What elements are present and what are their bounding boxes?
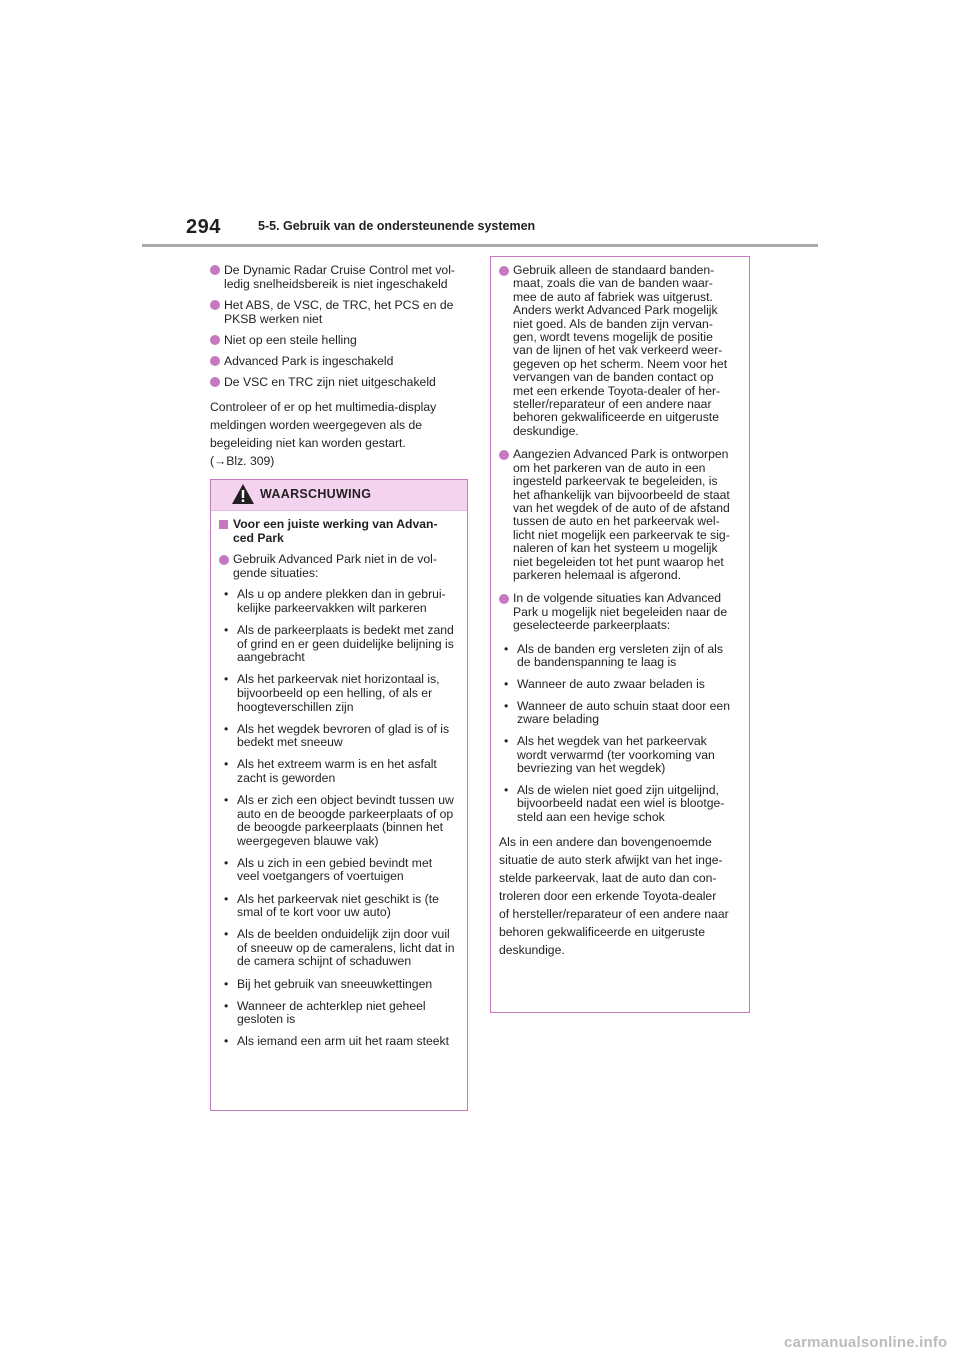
- list-item: [210, 375, 468, 389]
- text-line: bijvoorbeeld nadat een wiel is blootge-: [517, 796, 725, 811]
- text-line: maat, zoals die van de banden waar-: [513, 276, 713, 291]
- text-line: van het wegdek of de auto of de afstand: [513, 500, 730, 515]
- text-line: of sneeuw op de cameralens, licht dat in: [237, 940, 455, 955]
- list-item-text: [224, 298, 468, 326]
- list-item-text: [237, 857, 459, 884]
- list-item: [210, 354, 468, 368]
- list-item-text: [224, 375, 468, 389]
- list-item-text: [224, 354, 468, 368]
- list-item-text: [517, 735, 741, 775]
- text-line: troleren door een erkende Toyota-dealer: [499, 888, 717, 903]
- text-line: Controleer of er op het multimedia-display: [210, 400, 437, 414]
- text-line: PKSB werken niet: [224, 312, 323, 326]
- text-line: het afhankelijk van bijvoorbeeld de staat: [513, 487, 730, 502]
- text-line: ingesteld parkeervak te begeleiden, is: [513, 474, 718, 489]
- text-line: behoren gekwalificeerde en uitgeruste: [513, 410, 719, 425]
- text-line: Voor een juiste werking van Advan-: [233, 517, 438, 531]
- info-body: [491, 257, 749, 959]
- text-line: om het parkeren van de auto in een: [513, 460, 706, 475]
- text-line: Als in een andere dan bovengenoemde: [499, 834, 712, 849]
- square-bullet-icon: [219, 520, 228, 529]
- warning-triangle-icon: [231, 483, 255, 505]
- list-item: [219, 758, 459, 785]
- text-line: (→Blz. 309): [210, 454, 275, 468]
- text-line: Wanneer de auto schuin staat door een: [517, 698, 730, 713]
- text-line: kelijke parkeervakken wilt parkeren: [237, 600, 427, 615]
- watermark: carmanualsonline.info: [784, 1334, 948, 1351]
- list-item: [210, 333, 468, 347]
- warning-intro-text: [233, 553, 459, 580]
- circle-bullet-icon: [499, 450, 509, 460]
- list-item-text: [237, 758, 459, 785]
- text-line: Het ABS, de VSC, de TRC, het PCS en de: [224, 298, 454, 312]
- dot-bullet-icon: •: [224, 672, 229, 687]
- text-line: Als de beelden onduidelijk zijn door vuil: [237, 927, 450, 942]
- text-line: Wanneer de auto zwaar beladen is: [517, 676, 705, 691]
- text-line: steld aan een hevige schok: [517, 809, 665, 824]
- text-line: ledig snelheidsbereik is niet ingeschakeld: [224, 277, 448, 291]
- text-line: Als er zich een object bevindt tussen uw: [237, 793, 454, 807]
- dot-bullet-icon: •: [224, 891, 229, 906]
- text-line: Als het parkeervak niet geschikt is (te: [237, 891, 439, 906]
- list-item: [499, 700, 741, 727]
- text-line: steller/reparateur of een andere naar: [513, 397, 712, 412]
- dot-bullet-icon: •: [224, 1034, 229, 1049]
- list-item: [219, 624, 459, 665]
- circle-bullet-icon: [499, 594, 509, 604]
- text-line: hoogteverschillen zijn: [237, 699, 354, 714]
- list-item-text: [517, 700, 741, 727]
- text-line: gesloten is: [237, 1012, 296, 1027]
- text-line: Gebruik Advanced Park niet in de vol-: [233, 552, 437, 567]
- text-line: ced Park: [233, 530, 284, 545]
- text-line: Bij het gebruik van sneeuwkettingen: [237, 976, 433, 991]
- text-line: deskundige.: [513, 423, 579, 438]
- text-line: de camera schijnt of schaduwen: [237, 954, 412, 969]
- list-item: [499, 678, 741, 691]
- text-line: stelde parkeervak, laat de auto dan con-: [499, 870, 717, 885]
- dot-bullet-icon: •: [224, 587, 229, 602]
- header-rule: [142, 244, 818, 247]
- text-line: parkeren helemaal is afgerond.: [513, 567, 682, 582]
- circle-bullet-icon: [210, 265, 220, 275]
- circle-bullet-icon: [210, 300, 220, 310]
- text-line: Als de parkeerplaats is bedekt met zand: [237, 623, 454, 638]
- dot-bullet-icon: •: [504, 698, 509, 713]
- text-line: auto en de beoogde parkeerplaats of op: [237, 806, 454, 821]
- list-item: [219, 1035, 459, 1049]
- text-line: gen, wordt tevens mogelijk de positie: [513, 330, 713, 345]
- list-item: [219, 588, 459, 615]
- page-number: 294: [186, 216, 221, 238]
- list-item: [219, 857, 459, 884]
- text-line: niet begeleiden tot het punt waarop het: [513, 554, 724, 569]
- dot-bullet-icon: •: [224, 998, 229, 1013]
- text-line: Als het parkeervak niet horizontaal is,: [237, 672, 440, 687]
- list-item-text: [224, 263, 468, 291]
- info-bullet-text: [513, 448, 741, 582]
- text-line: begeleiding niet kan worden gestart.: [210, 436, 406, 450]
- warning-body: [211, 511, 467, 1049]
- text-line: Als het extreem warm is en het asfalt: [237, 757, 437, 772]
- circle-bullet-icon: [210, 377, 220, 387]
- text-line: De VSC en TRC zijn niet uitgeschakeld: [224, 375, 436, 389]
- text-line: de bandenspanning te laag is: [517, 654, 677, 669]
- text-line: Als iemand een arm uit het raam steekt: [237, 1034, 450, 1049]
- dot-bullet-icon: •: [504, 734, 509, 749]
- text-line: of grind en er geen duidelijke belijning is: [237, 636, 454, 651]
- dot-bullet-icon: •: [224, 976, 229, 991]
- text-line: gende situaties:: [233, 565, 319, 580]
- list-item: [219, 928, 459, 969]
- info-closing-paragraph: [499, 833, 741, 959]
- info-bullet-text: [513, 592, 741, 632]
- text-line: Aangezien Advanced Park is ontworpen: [513, 447, 729, 462]
- list-item: [210, 298, 468, 326]
- list-item: [219, 1000, 459, 1027]
- text-line: Park u mogelijk niet begeleiden naar de: [513, 604, 728, 619]
- dot-bullet-icon: •: [224, 721, 229, 736]
- dot-bullet-icon: •: [504, 676, 509, 691]
- text-line: gegeven op het scherm. Neem voor het: [513, 356, 728, 371]
- warning-heading: [219, 518, 459, 545]
- dot-bullet-icon: •: [224, 793, 229, 807]
- text-line: Als u zich in een gebied bevindt met: [237, 855, 433, 870]
- text-line: In de volgende situaties kan Advanced: [513, 591, 722, 606]
- info-box: [490, 256, 750, 1013]
- list-item-text: [517, 784, 741, 824]
- warning-intro: [219, 553, 459, 580]
- text-line: bedekt met sneeuw: [237, 735, 343, 750]
- info-bullet-design: [499, 448, 741, 582]
- list-item-text: [237, 1035, 459, 1049]
- circle-bullet-icon: [210, 356, 220, 366]
- warning-header: [211, 480, 467, 511]
- section-title: 5-5. Gebruik van de ondersteunende systemen: [258, 219, 536, 233]
- list-item-text: [237, 794, 459, 848]
- info-item-list: [499, 643, 741, 824]
- circle-bullet-icon: [210, 335, 220, 345]
- warning-title: WAARSCHUWING: [260, 487, 372, 501]
- warning-heading-text: [233, 518, 459, 545]
- text-line: smal of te kort voor uw auto): [237, 905, 391, 920]
- text-line: met een erkende Toyota-dealer of her-: [513, 383, 721, 398]
- list-item: [210, 263, 468, 291]
- text-line: Als het wegdek van het parkeervak: [517, 734, 707, 749]
- text-line: Gebruik alleen de standaard banden-: [513, 263, 715, 277]
- text-line: aangebracht: [237, 650, 305, 665]
- text-line: De Dynamic Radar Cruise Control met vol-: [224, 263, 455, 277]
- list-item-text: [237, 978, 459, 992]
- text-line: Anders werkt Advanced Park mogelijk: [513, 303, 718, 318]
- text-line: Als de wielen niet goed zijn uitgelijnd,: [517, 782, 719, 797]
- list-item: [499, 643, 741, 670]
- warning-box: [210, 479, 468, 1111]
- text-line: meldingen worden weergegeven als de: [210, 418, 423, 432]
- text-line: vervangen van de banden contact op: [513, 370, 714, 385]
- list-item-text: [237, 893, 459, 920]
- text-line: naleren of kan het systeem u mogelijk: [513, 541, 718, 556]
- circle-bullet-icon: [219, 555, 229, 565]
- text-line: zware belading: [517, 712, 599, 727]
- list-item-text: [237, 588, 459, 615]
- text-line: Als de banden erg versleten zijn of als: [517, 641, 723, 656]
- left-column: [210, 263, 468, 470]
- text-line: bijvoorbeeld op een helling, of als er: [237, 685, 433, 700]
- text-line: behoren gekwalificeerde en uitgeruste: [499, 924, 705, 939]
- text-line: licht niet mogelijk een parkeervak te sig-: [513, 527, 730, 542]
- text-line: deskundige.: [499, 942, 565, 957]
- text-line: Als het wegdek bevroren of glad is of is: [237, 721, 450, 736]
- text-line: of hersteller/reparateur of een andere naar: [499, 906, 729, 921]
- warning-item-list: [219, 588, 459, 1049]
- dot-bullet-icon: •: [224, 623, 229, 638]
- list-item: [219, 978, 459, 992]
- list-item: [499, 735, 741, 775]
- list-item-text: [517, 678, 741, 691]
- list-item-text: [237, 928, 459, 969]
- text-line: situatie de auto sterk afwijkt van het inge-: [499, 852, 723, 867]
- text-line: geselecteerde parkeerplaats:: [513, 618, 671, 633]
- list-item-text: [237, 723, 459, 750]
- list-item-text: [224, 333, 468, 347]
- text-line: bevriezing van het wegdek): [517, 760, 666, 775]
- text-line: weergegeven blauwe vak): [237, 833, 379, 848]
- left-bullet-list: [210, 263, 468, 389]
- text-line: wordt verwarmd (ter voorkoming van: [517, 747, 715, 762]
- text-line: Advanced Park is ingeschakeld: [224, 354, 394, 368]
- text-line: mee de auto af fabriek was uitgerust.: [513, 289, 713, 304]
- list-item-text: [237, 673, 459, 714]
- text-line: van de lijnen of het vak verkeerd weer-: [513, 343, 723, 358]
- text-line: Wanneer de achterklep niet geheel: [237, 998, 426, 1013]
- list-item-text: [237, 624, 459, 665]
- left-paragraph: [210, 398, 468, 470]
- info-bullet-situations: [499, 592, 741, 632]
- list-item: [219, 893, 459, 920]
- dot-bullet-icon: •: [224, 927, 229, 942]
- text-line: de beoogde parkeerplaats (binnen het: [237, 820, 443, 835]
- circle-bullet-icon: [499, 266, 509, 276]
- list-item: [219, 673, 459, 714]
- list-item: [219, 723, 459, 750]
- text-line: tussen de auto en het parkeervak wel-: [513, 514, 720, 529]
- dot-bullet-icon: •: [504, 641, 509, 656]
- list-item: [219, 794, 459, 848]
- text-line: Niet op een steile helling: [224, 333, 357, 347]
- info-bullet-text: [513, 264, 741, 438]
- list-item-text: [237, 1000, 459, 1027]
- text-line: Als u op andere plekken dan in gebrui-: [237, 587, 446, 602]
- list-item-text: [517, 643, 741, 670]
- dot-bullet-icon: •: [224, 855, 229, 870]
- dot-bullet-icon: •: [224, 757, 229, 772]
- text-line: veel voetgangers of voertuigen: [237, 869, 404, 884]
- text-line: zacht is geworden: [237, 770, 336, 785]
- list-item: [499, 784, 741, 824]
- text-line: niet goed. Als de banden zijn vervan-: [513, 316, 713, 331]
- info-bullet-tires: [499, 264, 741, 438]
- dot-bullet-icon: •: [504, 782, 509, 797]
